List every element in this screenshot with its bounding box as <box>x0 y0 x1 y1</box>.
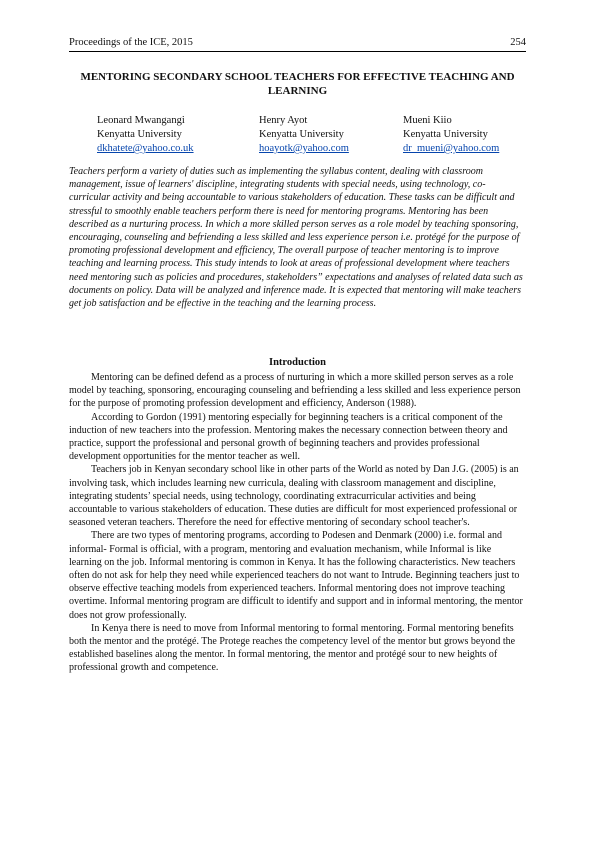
paragraph: In Kenya there is need to move from Informal mentoring to formal mentoring. Formal mentoring benefits both the mentor and the protégé. The Protege reaches the competency level of the mentor but grows beyond the established baselines along the mentor. In formal mentoring, the mentor and protégé sour to new heights of professional growth and competence. <box>69 622 516 674</box>
author-email-link[interactable]: dr_mueni@yahoo.com <box>403 143 500 154</box>
paragraph: Teachers job in Kenyan secondary school like in other parts of the World as noted by Dan J.G. (2005) is an involving task, which includes learning new curricula, dealing with classroom management and discipline, integrating students’ special needs, using technology, coordinating extracurricular activities and being accountable to various stakeholders of education. These duties are difficult for most experienced professional or seasoned veteran teachers. Therefore the need for effective mentoring of secondary school teacher's. <box>69 464 519 529</box>
header-rule <box>69 51 526 52</box>
abstract: Teachers perform a variety of duties such as implementing the syllabus content, dealing with classroom management, issue of learners' discipline, integrating students with special needs, using technology, co-curricular activity and being accountable to various stakeholders of education. These tasks can be difficult and stressful to smoothly enable teachers perform there is need for mentoring programs. Mentoring has been described as a nurturing process. In which a more skilled person serves as a role model by teaching sponsoring, encouraging, counseling and befriending a less skilled and less experience person i.e. protégé for the purpose of promoting professional development and efficiency, The overall purpose of teacher mentoring is to improve teaching and learning process. This study intends to look at areas of professional development where teachers need mentoring such as policies and procedures, stakeholders” expectations and analyses of related data such as documents on policy. Data will be analyzed and inference made. It is expected that mentoring will make teachers get job satisfaction and be effective in the teaching and the learning process. <box>69 166 523 310</box>
paper-title: MENTORING SECONDARY SCHOOL TEACHERS FOR EFFECTIVE TEACHING AND LEARNING <box>80 71 515 97</box>
author-email-link[interactable]: dkhatete@yahoo.co.uk <box>97 143 194 154</box>
page-number: 254 <box>510 37 526 48</box>
author-block-2 <box>259 114 349 156</box>
author-email-link[interactable]: hoayotk@yahoo.com <box>259 143 349 154</box>
author-name: Henry Ayot <box>259 115 308 126</box>
paragraph: Mentoring can be defined defend as a process of nurturing in which a more skilled person serves as a role model by teaching, sponsoring, encouraging counseling and befriending a less skilled and less experience person for the purpose of promoting profession development and efficiency, Anderson (1988). <box>69 372 521 410</box>
author-name: Mueni Kiio <box>403 115 452 126</box>
paragraph: According to Gordon (1991) mentoring especially for beginning teachers is a critical component of the induction of new teachers into the profession. Mentoring makes the necessary connection between theory and practice, support the professional and personal growth of beginning teachers and provides professional development opportunities for the mentor teacher as well. <box>69 411 508 463</box>
author-block-3 <box>403 114 499 156</box>
author-block-1 <box>97 114 194 156</box>
author-affiliation: Kenyatta University <box>403 129 488 140</box>
journal-name: Proceedings of the ICE, 2015 <box>69 37 193 48</box>
section-heading-introduction: Introduction <box>269 357 326 368</box>
author-affiliation: Kenyatta University <box>97 129 182 140</box>
introduction-body <box>69 371 526 675</box>
author-affiliation: Kenyatta University <box>259 129 344 140</box>
author-name: Leonard Mwangangi <box>97 115 185 126</box>
paragraph: There are two types of mentoring programs, according to Podesen and Denmark (2000) i.e. formal and informal- Formal is official, with a program, mentoring and evaluation mechanism, while Informal is like learning on the job. Informal mentoring is common in Kenya. It has the following characteristics. New teachers often do not ask for help they need while experienced teachers do not want to Intrude. Beginning teachers just to observe effective teaching models from experienced teachers. Informal mentoring does not improve teaching overtime. Informal mentoring program are difficult to identify and support and in informal mentoring, the mentor does not grow professionally. <box>69 530 523 621</box>
